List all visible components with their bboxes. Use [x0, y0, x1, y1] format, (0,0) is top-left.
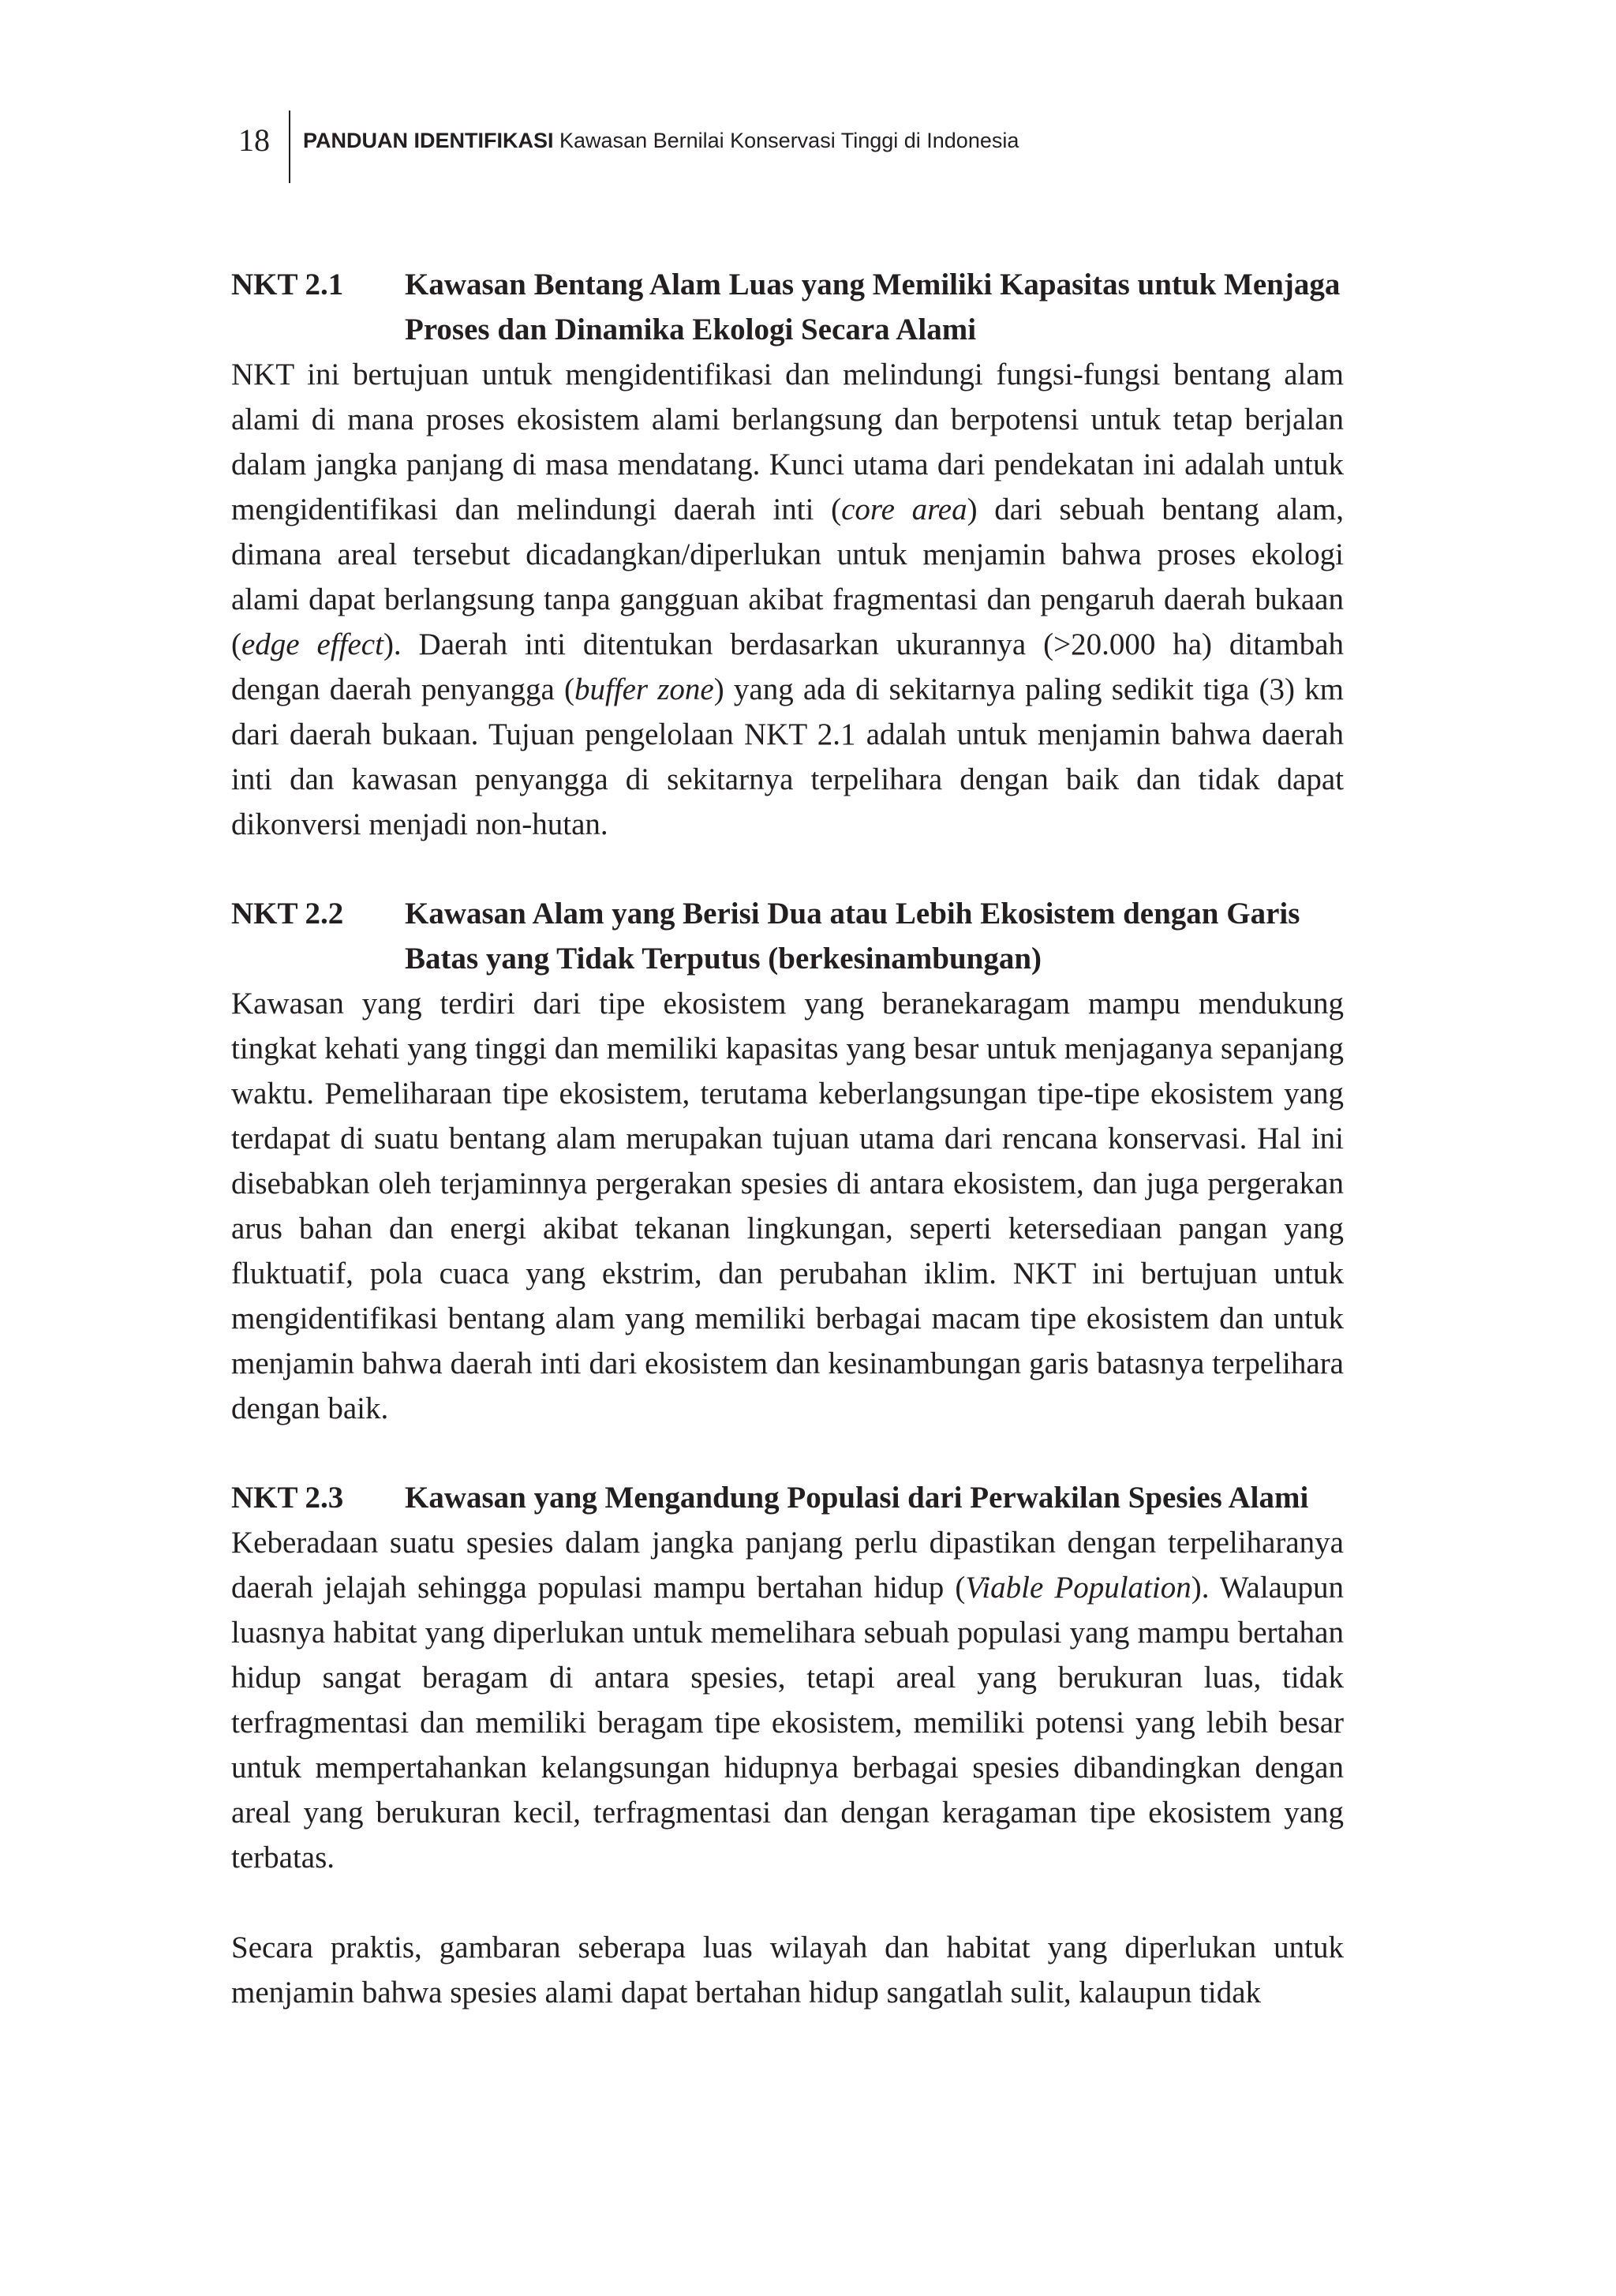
section-heading: [231, 262, 1344, 352]
italic-term: core area: [841, 493, 967, 526]
page-content: [231, 262, 1344, 2059]
running-header-bold: PANDUAN IDENTIFIKASI: [303, 129, 554, 152]
section-paragraph: Kawasan yang terdiri dari tipe ekosistem yang beranekaragam mampu mendukung tingkat kehati yang tinggi dan memiliki kapasitas yang besar untuk menjaganya sepanjang waktu. Pemeliharaan tipe ekosistem, terutama keberlangsungan tipe-tipe ekosistem yang terdapat di suatu bentang alam merupakan tujuan utama dari rencana konservasi. Hal ini disebabkan oleh terjaminnya pergerakan spesies di antara ekosistem, dan juga pergerakan arus bahan dan energi akibat tekanan lingkungan, seperti ketersediaan pangan yang fluktuatif, pola cuaca yang ekstrim, dan perubahan iklim. NKT ini bertujuan untuk mengidentifikasi bentang alam yang memiliki berbagai macam tipe ekosistem dan untuk menjamin bahwa daerah inti dari ekosistem dan kesinambungan garis batasnya terpelihara dengan baik.: [231, 987, 1344, 1425]
text-run: ) yang ada di sekitarnya paling sedikit tiga (3) km dari daerah bukaan. Tujuan pengelolaan NKT 2.1 adalah untuk menjamin bahwa daerah inti dan kawasan penyangga di sekitarnya terpelihara dengan baik dan tidak dapat dikonversi menjadi non-hutan.: [231, 672, 1344, 841]
section-nkt-2-2: [231, 891, 1344, 1431]
running-header-rest: Kawasan Bernilai Konservasi Tinggi di Indonesia: [553, 129, 1019, 152]
section-paragraph: [231, 352, 1344, 847]
text-run: ). Daerah inti ditentukan berdasarkan ukurannya (>20.000 ha) ditambah dengan daerah penyangga (: [231, 627, 1345, 706]
section-code: NKT 2.1: [231, 268, 344, 302]
text-run: ) dari sebuah bentang alam, dimana areal tersebut dicadangkan/diperlukan untuk menjamin bahwa proses ekologi alami dapat berlangsung tanpa gangguan akibat fragmentasi dan pengaruh daerah bukaan (: [231, 493, 1345, 661]
section-code: NKT 2.2: [231, 897, 344, 931]
section-title: Kawasan Bentang Alam Luas yang Memiliki Kapasitas untuk Menjaga Proses dan Dinamika Ekologi Secara Alami: [405, 268, 1341, 346]
section-title: Kawasan Alam yang Berisi Dua atau Lebih Ekosistem dengan Garis Batas yang Tidak Terputus (berkesinambungan): [405, 897, 1300, 976]
italic-term: edge effect: [241, 627, 383, 661]
text-run: NKT ini bertujuan untuk mengidentifikasi dan melindungi fungsi-fungsi bentang alam alami di mana proses ekosistem alami berlangsung dan berpotensi untuk tetap berjalan dalam jangka panjang di masa mendatang. Kunci utama dari pendekatan ini adalah untuk mengidentifikasi dan melindungi daerah inti (: [231, 358, 1344, 526]
text-run: Keberadaan suatu spesies dalam jangka panjang perlu dipastikan dengan terpeliharanya daerah jelajah sehingga populasi mampu bertahan hidup (: [231, 1526, 1344, 1605]
italic-term: buffer zone: [574, 672, 714, 706]
text-run: ). Walaupun luasnya habitat yang diperlukan untuk memelihara sebuah populasi yang mampu bertahan hidup sangat beragam di antara spesies, tetapi areal yang berukuran luas, tidak terfragmentasi dan memiliki beragam tipe ekosistem, memiliki potensi yang lebih besar untuk mempertahankan kelangsungan hidupnya berbagai spesies dibandingkan dengan areal yang berukuran kecil, terfragmentasi dan dengan keragaman tipe ekosistem yang terbatas.: [231, 1571, 1344, 1875]
section-paragraph: [231, 1520, 1344, 1880]
section-code: NKT 2.3: [231, 1481, 344, 1515]
running-header: [303, 126, 1019, 155]
section-paragraph: Secara praktis, gambaran seberapa luas wilayah dan habitat yang diperlukan untuk menjamin bahwa spesies alami dapat bertahan hidup sangatlah sulit, kalaupun tidak: [231, 1931, 1344, 2009]
page-number: 18: [238, 122, 270, 158]
section-heading: [231, 891, 1344, 981]
header-divider: [289, 110, 290, 183]
section-nkt-2-1: [231, 262, 1344, 847]
section-nkt-2-3: [231, 1475, 1344, 2015]
section-title: Kawasan yang Mengandung Populasi dari Perwakilan Spesies Alami: [405, 1481, 1309, 1515]
section-heading: [231, 1475, 1344, 1520]
italic-term: Viable Population: [965, 1571, 1191, 1605]
